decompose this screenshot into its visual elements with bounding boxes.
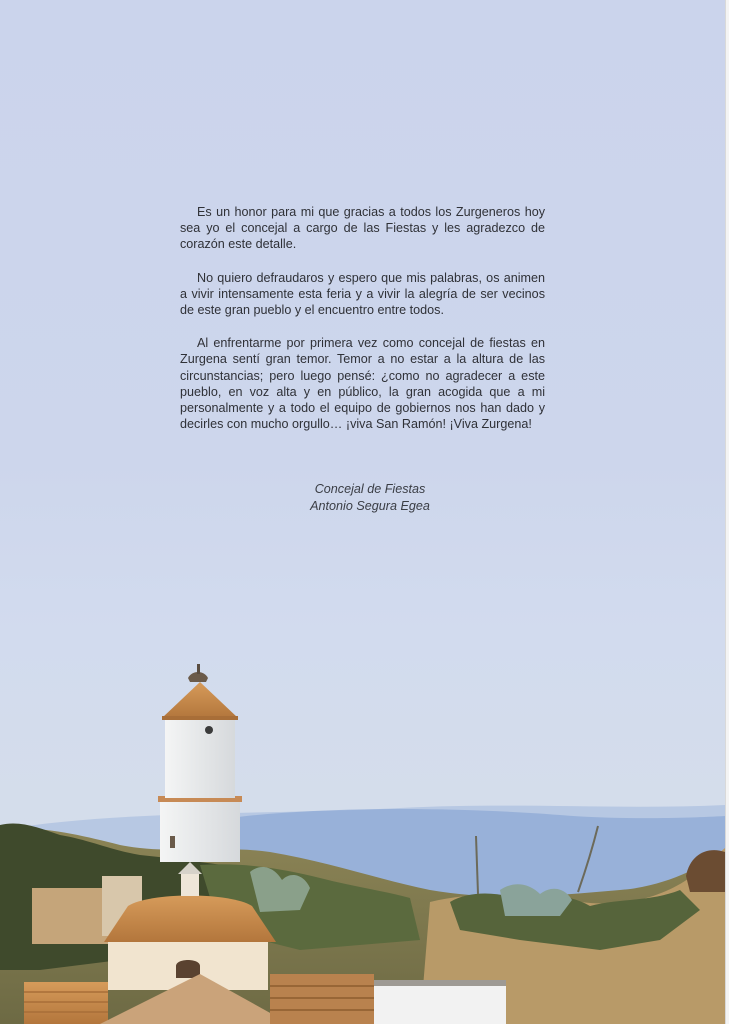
village-illustration <box>0 640 725 1024</box>
bell-tower-window <box>205 726 213 734</box>
church-arch-window <box>176 960 200 978</box>
lower-roof-right <box>270 974 374 1024</box>
bell-tower-eave <box>162 716 238 720</box>
bell-tower-body-lower <box>160 800 240 862</box>
letter-paragraph-2: No quiero defraudaros y espero que mis palabras, os animen a vivir intensamente esta feria y a vivir la alegría de ser vecinos de este gran pueblo y el encuentro entre todos. <box>180 270 545 318</box>
white-building-roof <box>374 980 506 986</box>
letter-paragraph-3: Al enfrentarme por primera vez como concejal de fiestas en Zurgena sentí gran temor. Temor a no estar a la altura de las circunstancias; pero luego pensé: ¿como no agradecer a este pueblo, en voz alta y en público, la gran acogida que a mi personalmente y a todo el equipo de gobiernos nos han dado y decirles con mucho orgullo… ¡viva San Ramón! ¡Viva Zurgena! <box>180 336 545 432</box>
letter-body <box>180 204 545 449</box>
lower-roof-left <box>24 982 108 1024</box>
signature-role: Concejal de Fiestas <box>314 482 426 496</box>
white-building <box>374 982 506 1024</box>
bell-tower-body-upper <box>165 716 235 798</box>
bell-tower-door <box>170 836 175 848</box>
page-edge-margin <box>725 0 729 1024</box>
church-lantern <box>181 872 199 896</box>
signature-block <box>180 481 560 515</box>
bell-tower-roof <box>162 682 238 718</box>
signature-name: Antonio Segura Egea <box>310 499 430 513</box>
village-church-photo <box>0 640 725 1024</box>
stork-nest-pole <box>197 664 200 674</box>
letter-paragraph-1: Es un honor para mi que gracias a todos los Zurgeneros hoy sea yo el concejal a cargo de las Fiestas y les agradezco de corazón este detalle. <box>180 205 545 252</box>
